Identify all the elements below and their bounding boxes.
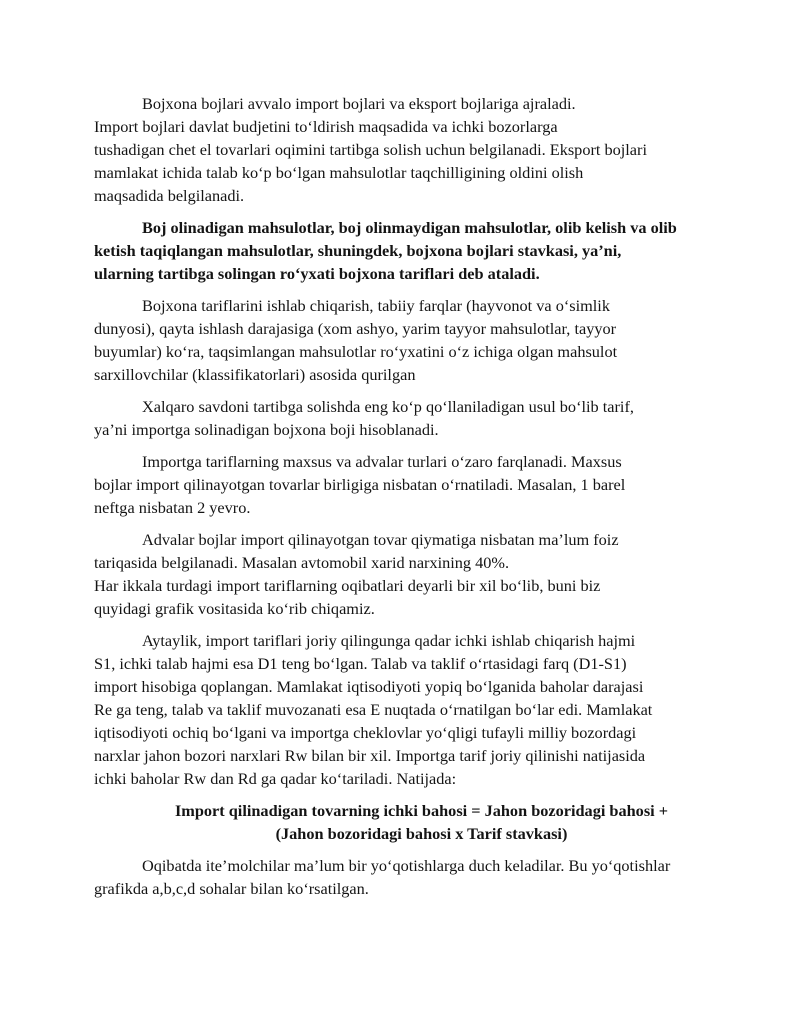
paragraph-advalorem-duties xyxy=(94,528,749,620)
text-line: Bojxona tariflarini ishlab chiqarish, tabiiy farqlar (hayvonot va o‘simlik xyxy=(142,296,610,315)
text-line: Boj olinadigan mahsulotlar, boj olinmaydigan mahsulotlar, olib kelish va olib xyxy=(142,218,677,237)
text-line: sarxillovchilar (klassifikatorlari) asosida qurilgan xyxy=(94,365,416,384)
text-line: Import bojlari davlat budjetini to‘ldirish maqsadida va ichki bozorlarga xyxy=(94,117,558,136)
text-line: Oqibatda ite’molchilar ma’lum bir yo‘qotishlarga duch keladilar. Bu yo‘qotishlar xyxy=(142,856,671,875)
text-line: ya’ni importga solinadigan bojxona boji hisoblanadi. xyxy=(94,420,439,439)
paragraph-trade-regulation xyxy=(94,395,749,441)
text-line: buyumlar) ko‘ra, taqsimlangan mahsulotlar ro‘yxatini o‘z ichiga olgan mahsulot xyxy=(94,342,618,361)
text-line: quyidagi grafik vositasida ko‘rib chiqamiz. xyxy=(94,599,375,618)
text-line: Importga tariflarning maxsus va advalar turlari o‘zaro farqlanadi. Maxsus xyxy=(142,452,622,471)
text-line: neftga nisbatan 2 yevro. xyxy=(94,498,251,517)
formula-line: (Jahon bozoridagi bahosi x Tarif stavkasi) xyxy=(275,824,568,843)
text-line: Aytaylik, import tariflari joriy qilingunga qadar ichki ishlab chiqarish hajmi xyxy=(142,631,636,650)
paragraph-consumer-losses xyxy=(94,854,749,900)
text-line: ularning tartibga solingan ro‘yxati bojxona tariflari deb ataladi. xyxy=(94,264,540,283)
text-line: tariqasida belgilanadi. Masalan avtomobil xarid narxining 40%. xyxy=(94,553,510,572)
paragraph-customs-duties-intro xyxy=(94,92,749,207)
text-line: dunyosi), qayta ishlash darajasiga (xom ashyo, yarim tayyor mahsulotlar, tayyor xyxy=(94,319,617,338)
price-formula xyxy=(94,799,749,845)
text-line: tushadigan chet el tovarlari oqimini tartibga solish uchun belgilanadi. Eksport bojlari xyxy=(94,140,647,159)
text-line: maqsadida belgilanadi. xyxy=(94,186,245,205)
text-line: ichki baholar Rw dan Rd ga qadar ko‘tariladi. Natijada: xyxy=(94,769,457,788)
text-line: Bojxona bojlari avvalo import bojlari va eksport bojlariga ajraladi. xyxy=(142,94,576,113)
text-line: Re ga teng, talab va taklif muvozanati esa E nuqtada o‘rnatilgan bo‘lar edi. Mamlakat xyxy=(94,700,653,719)
text-line: narxlar jahon bozori narxlari Rw bilan bir xil. Importga tarif joriy qilinishi natijasida xyxy=(94,746,646,765)
text-line: S1, ichki talab hajmi esa D1 teng bo‘lgan. Talab va taklif o‘rtasidagi farq (D1-S1) xyxy=(94,654,627,673)
document-page xyxy=(94,92,749,909)
formula-line: Import qilinadigan tovarning ichki bahosi = Jahon bozoridagi bahosi + xyxy=(174,801,669,820)
text-line: Advalar bojlar import qilinayotgan tovar qiymatiga nisbatan ma’lum foiz xyxy=(142,530,619,549)
text-line: iqtisodiyoti ochiq bo‘lgani va importga cheklovlar yo‘qligi tufayli milliy bozordagi xyxy=(94,723,637,742)
paragraph-tariff-definition xyxy=(94,216,749,285)
paragraph-specific-duties xyxy=(94,450,749,519)
text-line: Har ikkala turdagi import tariflarning oqibatlari deyarli bir xil bo‘lib, buni biz xyxy=(94,576,601,595)
text-line: bojlar import qilinayotgan tovarlar birligiga nisbatan o‘rnatiladi. Masalan, 1 barel xyxy=(94,475,626,494)
text-line: ketish taqiqlangan mahsulotlar, shuningdek, bojxona bojlari stavkasi, ya’ni, xyxy=(94,241,622,260)
text-line: mamlakat ichida talab ko‘p bo‘lgan mahsulotlar taqchilligining oldini olish xyxy=(94,163,584,182)
paragraph-tariff-classifiers xyxy=(94,294,749,386)
paragraph-tariff-effects xyxy=(94,629,749,790)
text-line: grafikda a,b,c,d sohalar bilan ko‘rsatilgan. xyxy=(94,879,369,898)
text-line: import hisobiga qoplangan. Mamlakat iqtisodiyoti yopiq bo‘lganida baholar darajasi xyxy=(94,677,644,696)
text-line: Xalqaro savdoni tartibga solishda eng ko‘p qo‘llaniladigan usul bo‘lib tarif, xyxy=(142,397,634,416)
